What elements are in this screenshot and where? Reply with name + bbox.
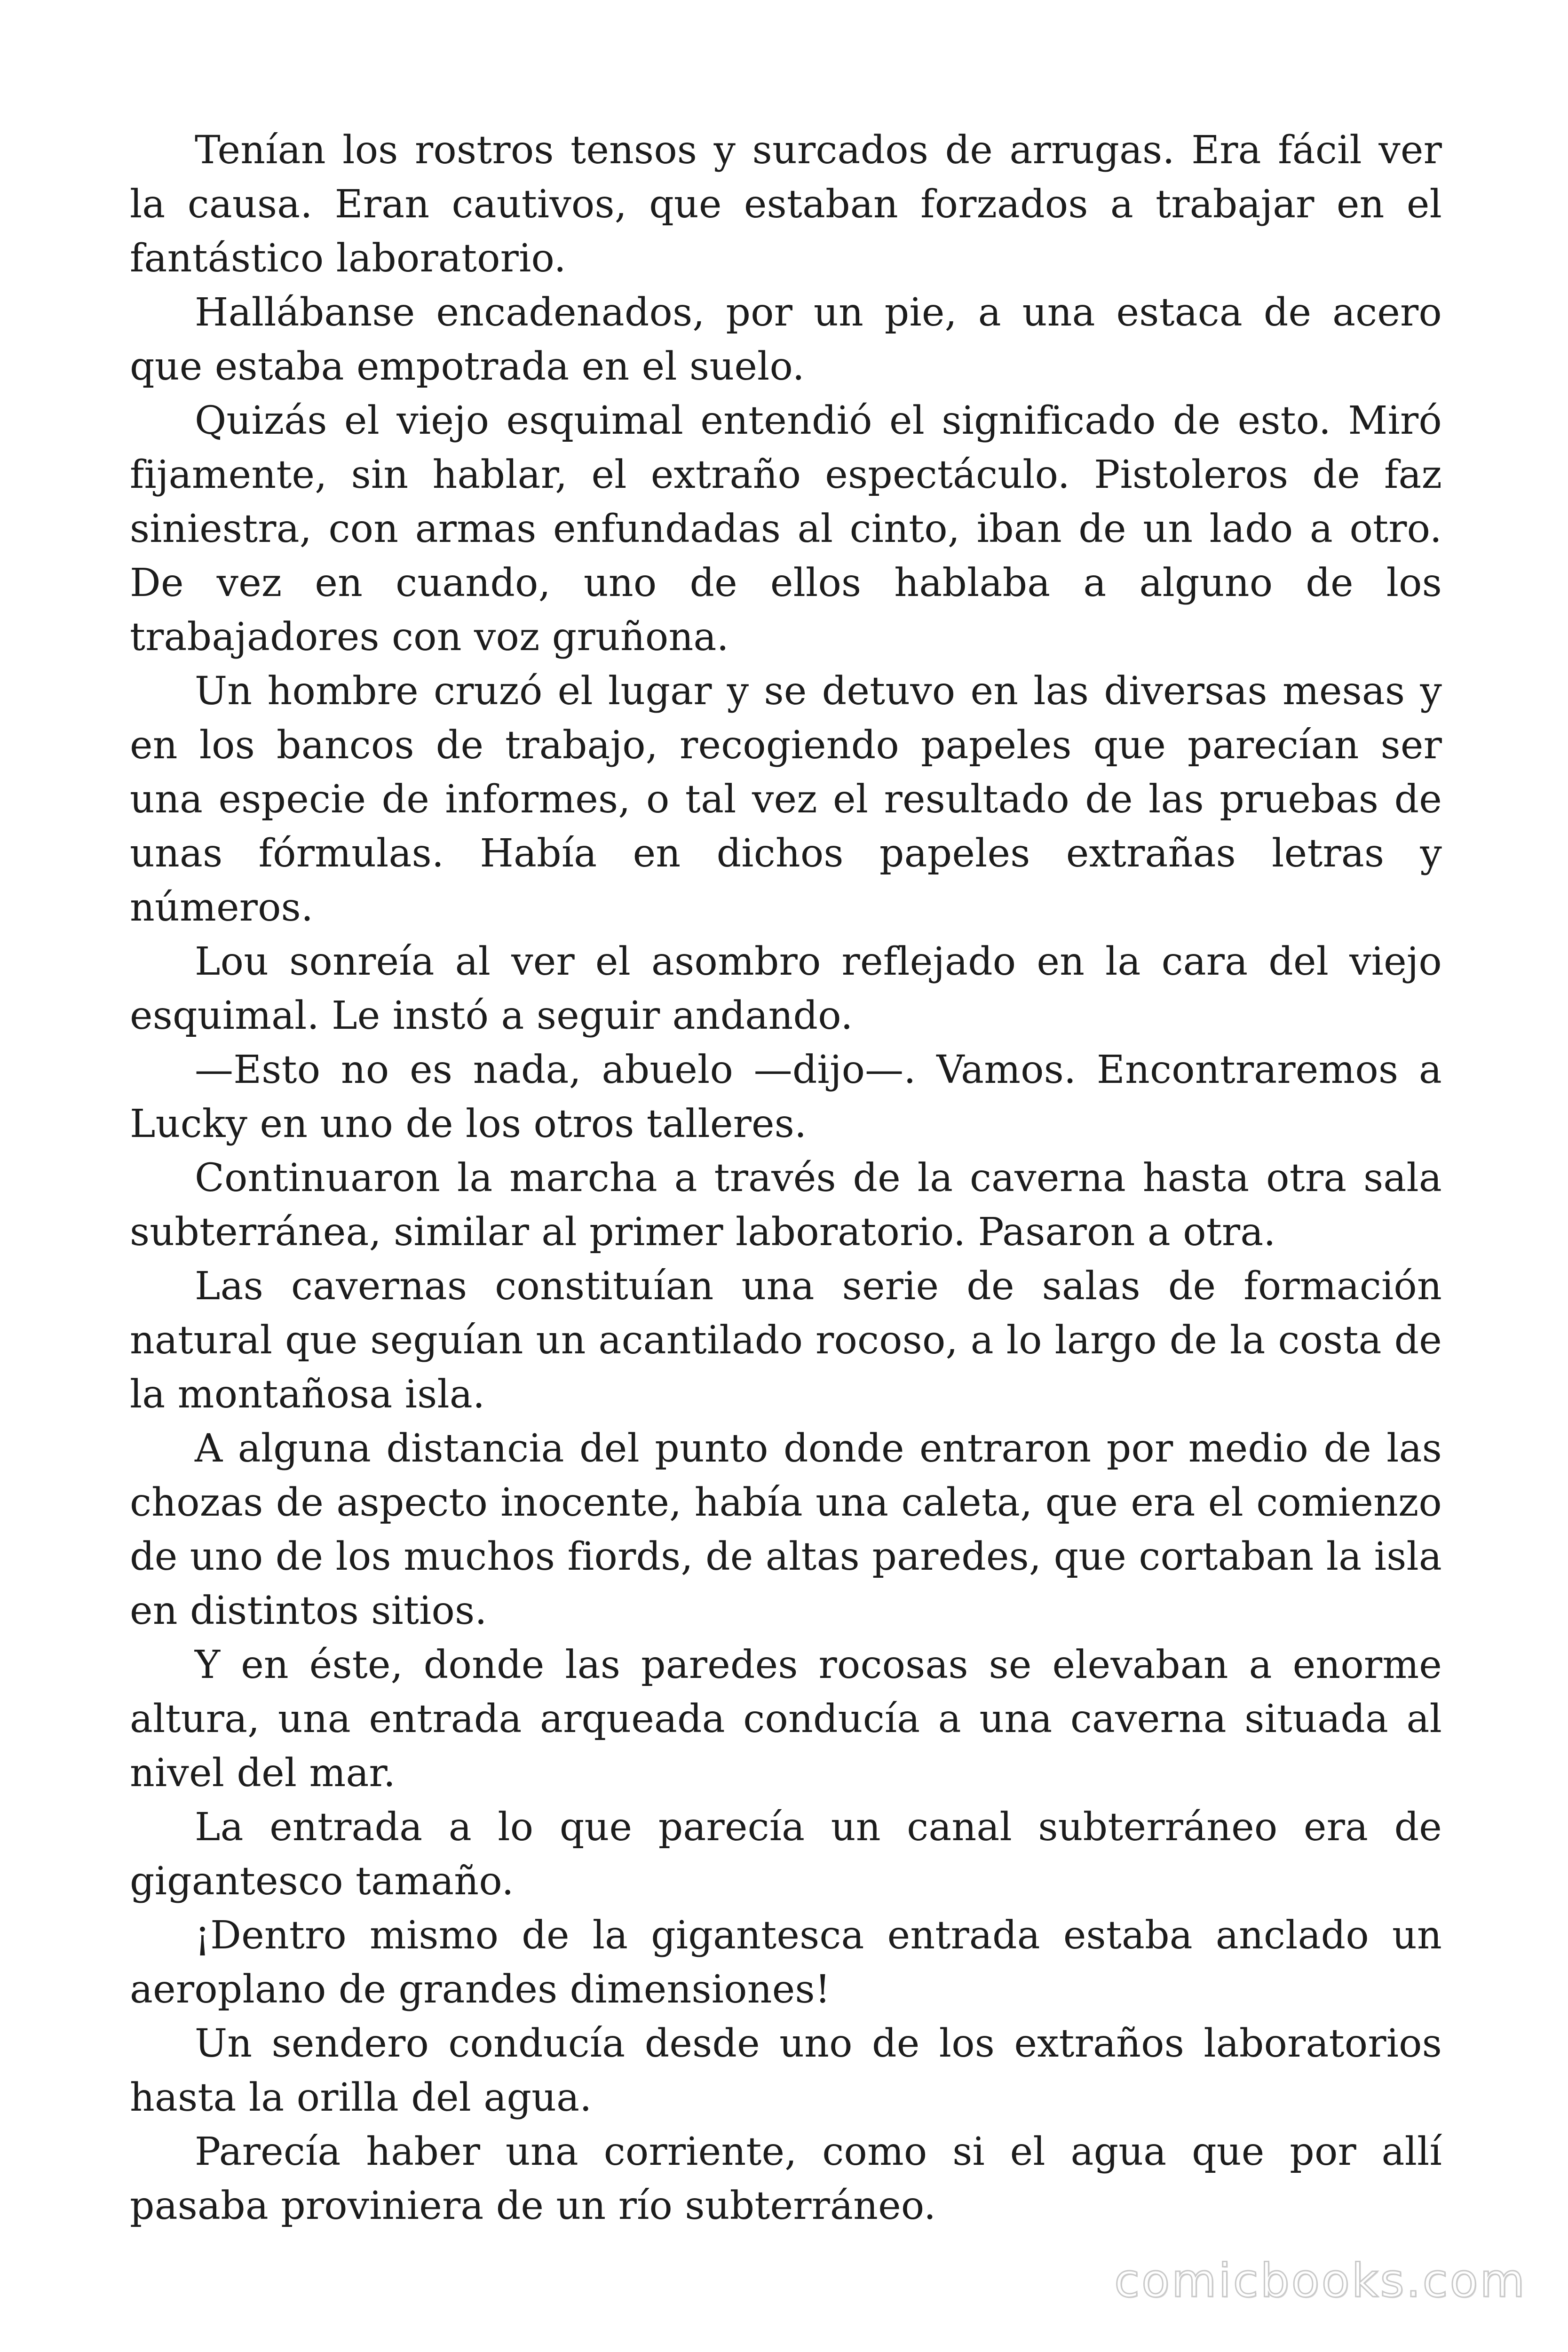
paragraph: Parecía haber una corriente, como si el agua que por allí pasaba proviniera de un río subterráneo.	[130, 2130, 1442, 2228]
paragraph: Un hombre cruzó el lugar y se detuvo en las diversas mesas y en los bancos de trabajo, recogiendo papeles que parecían ser una especie de informes, o tal vez el resultado de las pruebas de unas fórmulas. Había en dichos papeles extrañas letras y números.	[130, 669, 1442, 930]
paragraph: Hallábanse encadenados, por un pie, a una estaca de acero que estaba empotrada en el suelo.	[130, 290, 1442, 389]
watermark: comicbooks.com	[1114, 2254, 1527, 2308]
paragraph: —Esto no es nada, abuelo —dijo—. Vamos. Encontraremos a Lucky en uno de los otros talleres.	[130, 1048, 1442, 1146]
page-text	[130, 123, 1442, 2233]
paragraph: Y en éste, donde las paredes rocosas se elevaban a enorme altura, una entrada arqueada conducía a una caverna situada al nivel del mar.	[130, 1643, 1442, 1796]
paragraph: Tenían los rostros tensos y surcados de arrugas. Era fácil ver la causa. Eran cautivos, que estaban forzados a trabajar en el fantástico laboratorio.	[130, 128, 1442, 281]
paragraph: Quizás el viejo esquimal entendió el significado de esto. Miró fijamente, sin hablar, el extraño espectáculo. Pistoleros de faz siniestra, con armas enfundadas al cinto, iban de un lado a otro. De vez en cuando, uno de ellos hablaba a alguno de los trabajadores con voz gruñona.	[130, 398, 1442, 660]
paragraph: A alguna distancia del punto donde entraron por medio de las chozas de aspecto inocente, había una caleta, que era el comienzo de uno de los muchos fiords, de altas paredes, que cortaban la isla en distintos sitios.	[130, 1426, 1442, 1633]
paragraph: Las cavernas constituían una serie de salas de formación natural que seguían un acantilado rocoso, a lo largo de la costa de la montañosa isla.	[130, 1264, 1442, 1417]
paragraph: Lou sonreía al ver el asombro reflejado en la cara del viejo esquimal. Le instó a seguir andando.	[130, 939, 1442, 1038]
paragraph: Continuaron la marcha a través de la caverna hasta otra sala subterránea, similar al primer laboratorio. Pasaron a otra.	[130, 1156, 1442, 1255]
paragraph: Un sendero conducía desde uno de los extraños laboratorios hasta la orilla del agua.	[130, 2021, 1442, 2120]
paragraph: La entrada a lo que parecía un canal subterráneo era de gigantesco tamaño.	[130, 1805, 1442, 1904]
paragraph: ¡Dentro mismo de la gigantesca entrada estaba anclado un aeroplano de grandes dimensiones!	[130, 1913, 1442, 2012]
